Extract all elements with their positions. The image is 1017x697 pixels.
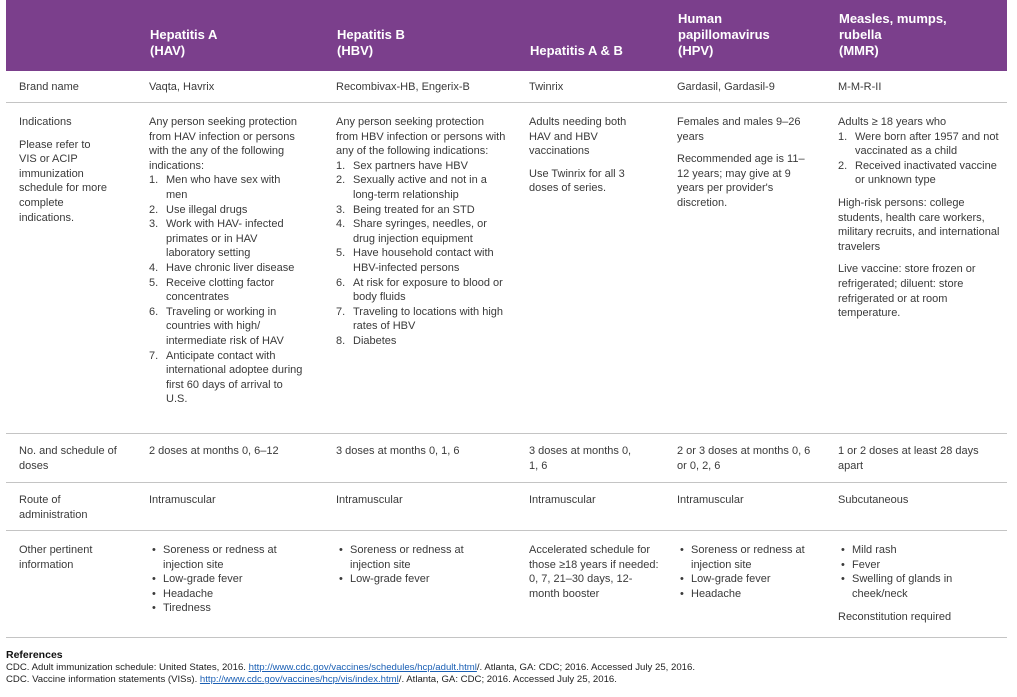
brand-hpv: Gardasil, Gardasil-9: [677, 81, 775, 93]
other-hpv: [677, 543, 822, 601]
header-text: (HBV): [337, 43, 374, 58]
list-item: • Low-grade fever: [680, 573, 771, 586]
header-text: rubella: [839, 27, 882, 42]
header-hbv: [337, 27, 405, 59]
indications-hbv-list: [336, 159, 508, 349]
other-hav-list: [149, 543, 299, 616]
list-item: • Swelling of glands in cheek/neck: [841, 573, 953, 600]
brand-hbv: Recombivax-HB, Engerix-B: [336, 81, 470, 93]
indications-hab-p2: Use Twinrix for all 3 doses of series.: [529, 167, 625, 195]
header-text: Hepatitis A & B: [530, 43, 623, 58]
other-hbv-list: [336, 543, 486, 587]
list-item: • Headache: [152, 587, 214, 600]
header-hpv: [678, 11, 770, 59]
list-item: • Low-grade fever: [152, 573, 243, 586]
header-text: Measles, mumps,: [839, 11, 947, 26]
list-item: 1. Were born after 1957 and not vaccinated as a child: [838, 130, 999, 158]
list-item: • Headache: [680, 587, 742, 600]
route-hab: Intramuscular: [529, 494, 596, 506]
list-item: 3. Being treated for an STD: [336, 203, 475, 216]
list-item: • Soreness or redness at injection site: [680, 544, 805, 571]
doses-mmr: 1 or 2 doses at least 28 days apart: [838, 445, 979, 472]
indications-hav-intro: Any person seeking protection from HAV infection or persons with the any of the following indications:: [149, 116, 297, 172]
list-item: 2. Use illegal drugs: [149, 203, 248, 216]
reference-1: CDC. Adult immunization schedule: United States, 2016. http://www.cdc.gov/vaccines/schedules/hcp/adult.html/. Atlanta, GA: CDC; 2016. Accessed July 25, 2016.: [6, 661, 695, 673]
row-divider: [6, 433, 1007, 434]
row-label-brand: Brand name: [19, 81, 79, 93]
list-item: 1. Men who have sex with men: [149, 174, 281, 201]
indications-mmr-p3: Live vaccine: store frozen or refrigerated; diluent: store refrigerated or at room temperature.: [838, 263, 976, 320]
row-divider: [6, 637, 1007, 638]
list-item: 6. At risk for exposure to blood or body fluids: [336, 276, 503, 304]
list-item: 8. Diabetes: [336, 334, 397, 347]
row-label-other: Other pertinent information: [19, 544, 93, 571]
indications-hpv-p2: Recommended age is 11–12 years; may give at 9 years per provider's discretion.: [677, 153, 805, 209]
list-item: 3. Work with HAV- infected primates or in HAV laboratory setting: [149, 218, 284, 260]
row-divider: [6, 102, 1007, 103]
list-item: 5. Receive clotting factor concentrates: [149, 276, 275, 304]
list-item: • Soreness or redness at injection site: [152, 544, 277, 571]
other-hpv-list: [677, 543, 822, 601]
route-hbv: Intramuscular: [336, 494, 403, 506]
brand-mmr: M-M-R-II: [838, 81, 882, 93]
list-item: • Fever: [841, 558, 881, 571]
table-header: [6, 0, 1007, 71]
list-item: • Tiredness: [152, 602, 211, 615]
header-hav: [150, 27, 217, 59]
list-item: 7. Anticipate contact with international adoptee during first 60 days of arrival to U.S.: [149, 349, 303, 406]
header-text: Hepatitis B: [337, 27, 405, 42]
other-hav: [149, 543, 299, 616]
row-label-doses: No. and schedule of doses: [19, 445, 117, 472]
list-item: • Mild rash: [841, 544, 897, 556]
indications-label: Indications: [19, 116, 72, 128]
indications-mmr-list: [838, 130, 1000, 188]
reference-1-link[interactable]: http://www.cdc.gov/vaccines/schedules/hcp/adult.html: [248, 661, 477, 673]
indications-hbv-intro: Any person seeking protection from HBV infection or persons with any of the following indications:: [336, 116, 506, 158]
header-text: (HPV): [678, 43, 714, 58]
header-text: papillomavirus: [678, 27, 770, 42]
header-text: (MMR): [839, 43, 879, 58]
brand-hav: Vaqta, Havrix: [149, 81, 215, 93]
header-mmr: [839, 11, 947, 59]
list-item: 2. Received inactivated vaccine or unknown type: [838, 159, 997, 187]
other-mmr-note: Reconstitution required: [838, 611, 952, 624]
indications-hpv: [677, 115, 812, 211]
other-hbv: [336, 543, 486, 587]
indications-mmr-block: [838, 115, 1000, 188]
reference-2-link[interactable]: http://www.cdc.gov/vaccines/hcp/vis/index.html: [199, 674, 399, 685]
indications-hab-p1: Adults needing both HAV and HBV vaccinations: [529, 116, 627, 158]
indications-mmr-p2: High-risk persons: college students, health care workers, military recruits, and international travelers: [838, 196, 1000, 253]
indications-hab: [529, 115, 641, 196]
row-divider: [6, 530, 1007, 531]
header-hab: [530, 43, 623, 59]
other-mmr-list: [838, 543, 978, 601]
indications-mmr-intro: Adults ≥ 18 years who: [838, 116, 947, 128]
references: [6, 649, 1011, 687]
other-mmr: [838, 543, 978, 625]
indications-hav-list: [149, 173, 304, 407]
indications-mmr: [838, 115, 1000, 321]
row-label-indications: [19, 115, 111, 225]
indications-hpv-p1: Females and males 9–26 years: [677, 116, 801, 143]
references-title: References: [6, 649, 63, 661]
list-item: 6. Traveling or working in countries with high/ intermediate risk of HAV: [149, 305, 284, 347]
route-hpv: Intramuscular: [677, 494, 744, 506]
route-mmr: Subcutaneous: [838, 494, 909, 506]
indications-label-note: Please refer to VIS or ACIP immunization schedule for more complete indications.: [19, 138, 108, 224]
list-item: • Low-grade fever: [339, 573, 430, 586]
header-text: Hepatitis A: [150, 27, 218, 42]
list-item: 7. Traveling to locations with high rates of HBV: [336, 305, 504, 333]
list-item: 4. Share syringes, needles, or drug injection equipment: [336, 218, 487, 245]
doses-hav: 2 doses at months 0, 6–12: [149, 445, 279, 457]
reference-2: CDC. Vaccine information statements (VISs). http://www.cdc.gov/vaccines/hcp/vis/index.html/. Atlanta, GA: CDC; 2016. Accessed July 25, 2016.: [6, 674, 617, 685]
list-item: 1. Sex partners have HBV: [336, 159, 468, 172]
doses-hab: 3 doses at months 0, 1, 6: [529, 445, 632, 472]
brand-hab: Twinrix: [529, 81, 564, 93]
indications-hav: [149, 115, 304, 407]
header-text: Human: [678, 11, 723, 26]
header-text: (HAV): [150, 43, 186, 58]
list-item: 2. Sexually active and not in a long-term relationship: [336, 174, 487, 201]
row-divider: [6, 482, 1007, 483]
list-item: 5. Have household contact with HBV-infected persons: [336, 247, 494, 274]
list-item: • Soreness or redness at injection site: [339, 544, 464, 571]
route-hav: Intramuscular: [149, 494, 216, 506]
other-hab: Accelerated schedule for those ≥18 years if needed: 0, 7, 21–30 days, 12-month booster: [529, 544, 659, 600]
row-label-route: Route of administration: [19, 494, 88, 521]
doses-hbv: 3 doses at months 0, 1, 6: [336, 445, 460, 457]
doses-hpv: 2 or 3 doses at months 0, 6 or 0, 2, 6: [677, 445, 811, 472]
indications-hbv: [336, 115, 508, 349]
list-item: 4. Have chronic liver disease: [149, 261, 295, 274]
